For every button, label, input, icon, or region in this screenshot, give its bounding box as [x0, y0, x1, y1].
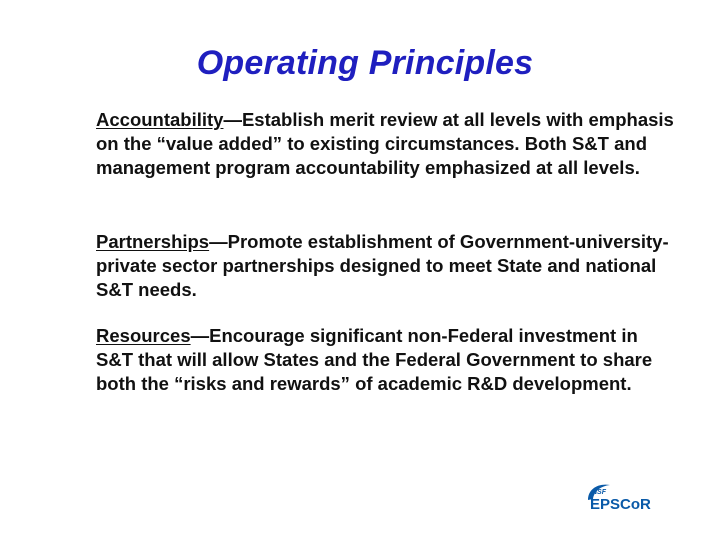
principle-text: —Encourage significant non-Federal investment in S&T that will allow States and the Federal Government to share both the “risks and rewards” of academic R&D development.	[96, 325, 653, 395]
principle-accountability	[96, 108, 676, 181]
principle-text: —Establish merit review at all levels with emphasis on the “value added” to existing circumstances. Both S&T and management program accountability emphasized at all levels.	[96, 109, 674, 179]
epscor-logo-icon	[584, 480, 664, 514]
slide-title: Operating Principles	[196, 44, 534, 82]
principle-term: Partnerships	[96, 231, 210, 252]
principle-term: Accountability	[96, 109, 224, 130]
principle-partnerships	[96, 230, 676, 303]
logo-epscor-text: EPSCoR	[590, 496, 651, 513]
nsf-epscor-logo	[584, 480, 664, 514]
principle-resources	[96, 324, 676, 397]
principle-term: Resources	[96, 325, 191, 346]
logo-nsf-text: NSF	[592, 489, 606, 496]
principle-text: —Promote establishment of Government-university-private sector partnerships designed to meet State and national S&T needs.	[96, 231, 669, 301]
